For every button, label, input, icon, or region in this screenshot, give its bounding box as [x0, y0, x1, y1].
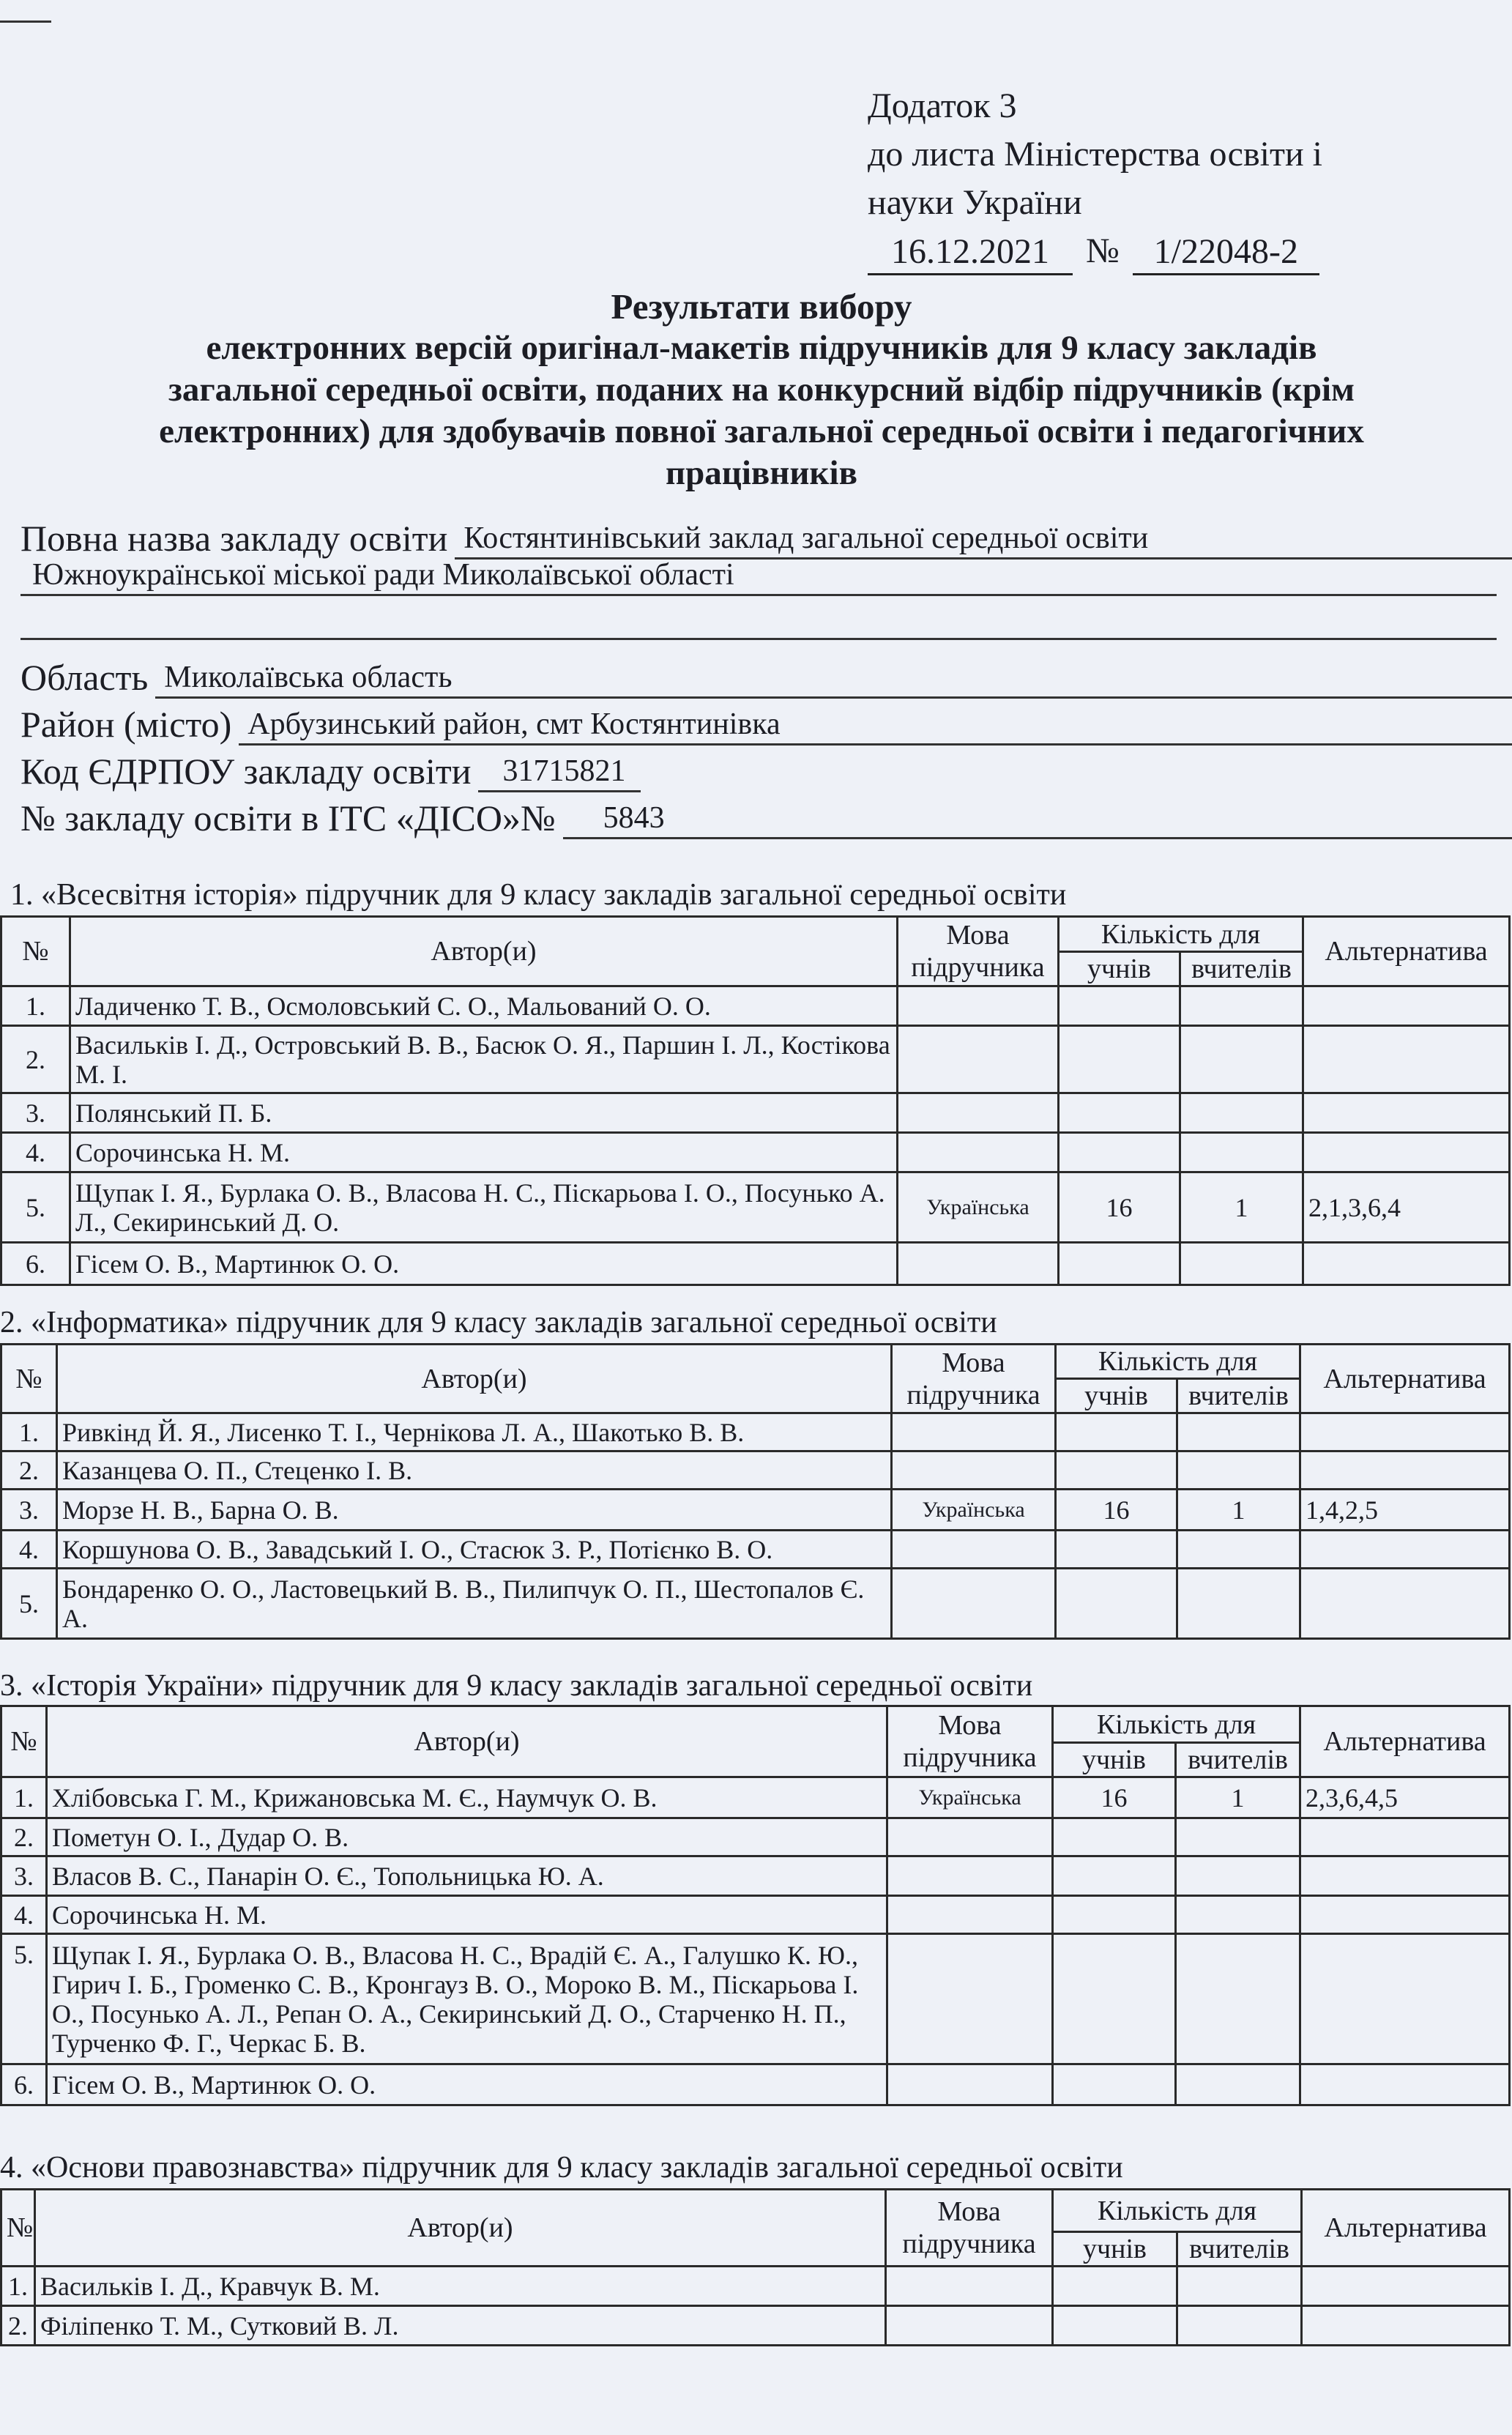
region-value: Миколаївська область	[155, 658, 1512, 699]
location-fields	[21, 652, 1512, 839]
section-table-3: № Автор(и) Мова підручника Кількість для Альтернатива учнів вчителів 1. Хлібовська Г. М., Крижановська М. Є., Наумчук О. В. Українська 16 1 2,3,6,4,5 2. Пометун О. І., Дудар О. В. 3. Власов В. С., Панарін О. Є., Топольницька Ю. А. 4. Сорочинська Н. М. 5. Щупак І. Я., Бурлака О. В., Власова Н. С., Врадій Є. А., Галушко К. Ю., Гирич І. Б., Громенко С. В., Кронгауз В. О., Мороко В. М., Піскарьова І. О., Посунько А. Л., Репан О. А., Секиринський Д. О., Старченко Н. П., Турченко Ф. Г., Черкас Б. В. 6. Гісем О. В., Мартинюк О. О.	[0, 1705, 1511, 2106]
table-row: 1. Васильків І. Д., Кравчук В. М.	[1, 2267, 1510, 2306]
edrpou-value: 31715821	[478, 752, 641, 792]
table-row: 5. Щупак І. Я., Бурлака О. В., Власова Н. С., Піскарьова І. О., Посунько А. Л., Секиринський Д. О. Українська 16 1 2,1,3,6,4	[1, 1172, 1510, 1243]
title-line-3: загальної середньої освіти, поданих на конкурсний відбір підручників (крім	[168, 371, 1355, 409]
table-row: 1. Хлібовська Г. М., Крижановська М. Є., Наумчук О. В. Українська 16 1 2,3,6,4,5	[1, 1777, 1510, 1818]
table-header-row: № Автор(и) Мова підручника Кількість для Альтернатива	[1, 1706, 1510, 1743]
appendix-title: Додаток 3	[868, 86, 1017, 125]
region-row	[21, 652, 1512, 699]
table-row: 2. Казанцева О. П., Стеценко І. В.	[1, 1451, 1510, 1490]
corner-mark	[0, 21, 51, 23]
title-line-5: працівників	[666, 454, 857, 492]
letter-line-1: до листа Міністерства освіти і	[868, 135, 1322, 174]
section-table-4: № Автор(и) Мова підручника Кількість для Альтернатива учнів вчителів 1. Васильків І. Д., Кравчук В. М. 2. Філіпенко Т. М., Сутковий В. Л.	[0, 2188, 1511, 2346]
letter-line-2: науки України	[868, 183, 1082, 222]
table-row: 4. Сорочинська Н. М.	[1, 1133, 1510, 1172]
blank-line-row	[21, 596, 1512, 640]
table-row: 3. Полянський П. Б.	[1, 1093, 1510, 1133]
col-authors-header: Автор(и)	[70, 917, 898, 986]
col-lang-header: Мова підручника	[898, 917, 1059, 986]
col-students-header: учнів	[1059, 952, 1180, 986]
section-title-3: 3. «Історія України» підручник для 9 класу закладів загальної середньої освіти	[0, 1669, 1033, 1703]
col-qty-header: Кількість для	[1059, 917, 1303, 952]
col-alt-header: Альтернатива	[1303, 917, 1510, 986]
letter-number: 1/22048-2	[1133, 231, 1319, 275]
district-row	[21, 699, 1512, 746]
table-row: 2. Філіпенко Т. М., Сутковий В. Л.	[1, 2306, 1510, 2346]
table-row: 5. Бондаренко О. О., Ластовецький В. В., Пилипчук О. П., Шестопалов Є. А.	[1, 1569, 1510, 1639]
table-row: 3. Морзе Н. В., Барна О. В. Українська 16 1 1,4,2,5	[1, 1490, 1510, 1531]
title-line-1: Результати вибору	[611, 286, 912, 327]
section-table-2: № Автор(и) Мова підручника Кількість для Альтернатива учнів вчителів 1. Ривкінд Й. Я., Лисенко Т. І., Чернікова Л. А., Шакотько В. В. 2. Казанцева О. П., Стеценко І. В. 3. Морзе Н. В., Барна О. В. Українська 16 1 1,4,2,5 4. Коршунова О. В., Завадський І. О., Стасюк З. Р., Потієнко В. О. 5. Бондаренко О. О., Ластовецький В. В., Пилипчук О. П., Шестопалов Є. А.	[0, 1343, 1511, 1640]
edrpou-row	[21, 746, 1512, 792]
table-row: 4. Сорочинська Н. М.	[1, 1896, 1510, 1934]
table-header-row	[1, 917, 1510, 952]
itc-label: № закладу освіти в ІТС «ДІСО»№	[21, 798, 556, 839]
section-table-1	[0, 915, 1511, 1286]
full-name-value-2: Южноукраїнської міської ради Миколаївської області	[21, 556, 1497, 596]
section-title-1: 1. «Всесвітня історія» підручник для 9 класу закладів загальної середньої освіти	[10, 878, 1067, 912]
table-row: 3. Власов В. С., Панарін О. Є., Топольницька Ю. А.	[1, 1856, 1510, 1896]
school-info-form	[21, 513, 1512, 640]
table-header-row: № Автор(и) Мова підручника Кількість для Альтернатива	[1, 2190, 1510, 2232]
col-teachers-header: вчителів	[1180, 952, 1303, 986]
table-row: 6. Гісем О. В., Мартинюк О. О.	[1, 1243, 1510, 1285]
appendix-header	[868, 82, 1322, 275]
region-label: Область	[21, 657, 149, 698]
document-title	[44, 286, 1479, 494]
letter-date: 16.12.2021	[868, 231, 1073, 275]
table-row: 6. Гісем О. В., Мартинюк О. О.	[1, 2064, 1510, 2105]
table-row: 5. Щупак І. Я., Бурлака О. В., Власова Н. С., Врадій Є. А., Галушко К. Ю., Гирич І. Б., Громенко С. В., Кронгауз В. О., Мороко В. М., Піскарьова І. О., Посунько А. Л., Репан О. А., Секиринський Д. О., Старченко Н. П., Турченко Ф. Г., Черкас Б. В.	[1, 1934, 1510, 2064]
table-row: 4. Коршунова О. В., Завадський І. О., Стасюк З. Р., Потієнко В. О.	[1, 1531, 1510, 1569]
itc-row	[21, 792, 1512, 839]
blank-line	[21, 638, 1497, 640]
full-name-row	[21, 513, 1512, 560]
letter-reference	[868, 227, 1322, 275]
edrpou-label: Код ЄДРПОУ закладу освіти	[21, 751, 472, 792]
table-header-row: № Автор(и) Мова підручника Кількість для Альтернатива	[1, 1345, 1510, 1379]
table-row: 1. Ладиченко Т. В., Осмоловський С. О., Мальований О. О.	[1, 986, 1510, 1026]
number-sign: №	[1086, 231, 1120, 270]
full-name-row-2	[21, 560, 1512, 596]
section-title-4: 4. «Основи правознавства» підручник для 9 класу закладів загальної середньої освіти	[0, 2151, 1123, 2185]
table-row: 2. Пометун О. І., Дудар О. В.	[1, 1818, 1510, 1856]
title-line-4: електронних) для здобувачів повної загальної середньої освіти і педагогічних	[159, 412, 1364, 450]
table-row: 1. Ривкінд Й. Я., Лисенко Т. І., Чернікова Л. А., Шакотько В. В.	[1, 1413, 1510, 1451]
col-num-header: №	[1, 917, 70, 986]
title-line-2: електронних версій оригінал-макетів підручників для 9 класу закладів	[206, 329, 1317, 367]
district-label: Район (місто)	[21, 704, 232, 745]
section-title-2: 2. «Інформатика» підручник для 9 класу закладів загальної середньої освіти	[0, 1306, 997, 1339]
table-row: 2. Васильків І. Д., Островський В. В., Басюк О. Я., Паршин І. Л., Костікова М. І.	[1, 1026, 1510, 1093]
full-name-label: Повна назва закладу освіти	[21, 518, 448, 559]
district-value: Арбузинський район, смт Костянтинівка	[239, 705, 1512, 746]
itc-value: 5843	[563, 799, 696, 839]
full-name-value: Костянтинівський заклад загальної середньої освіти	[455, 519, 1512, 560]
